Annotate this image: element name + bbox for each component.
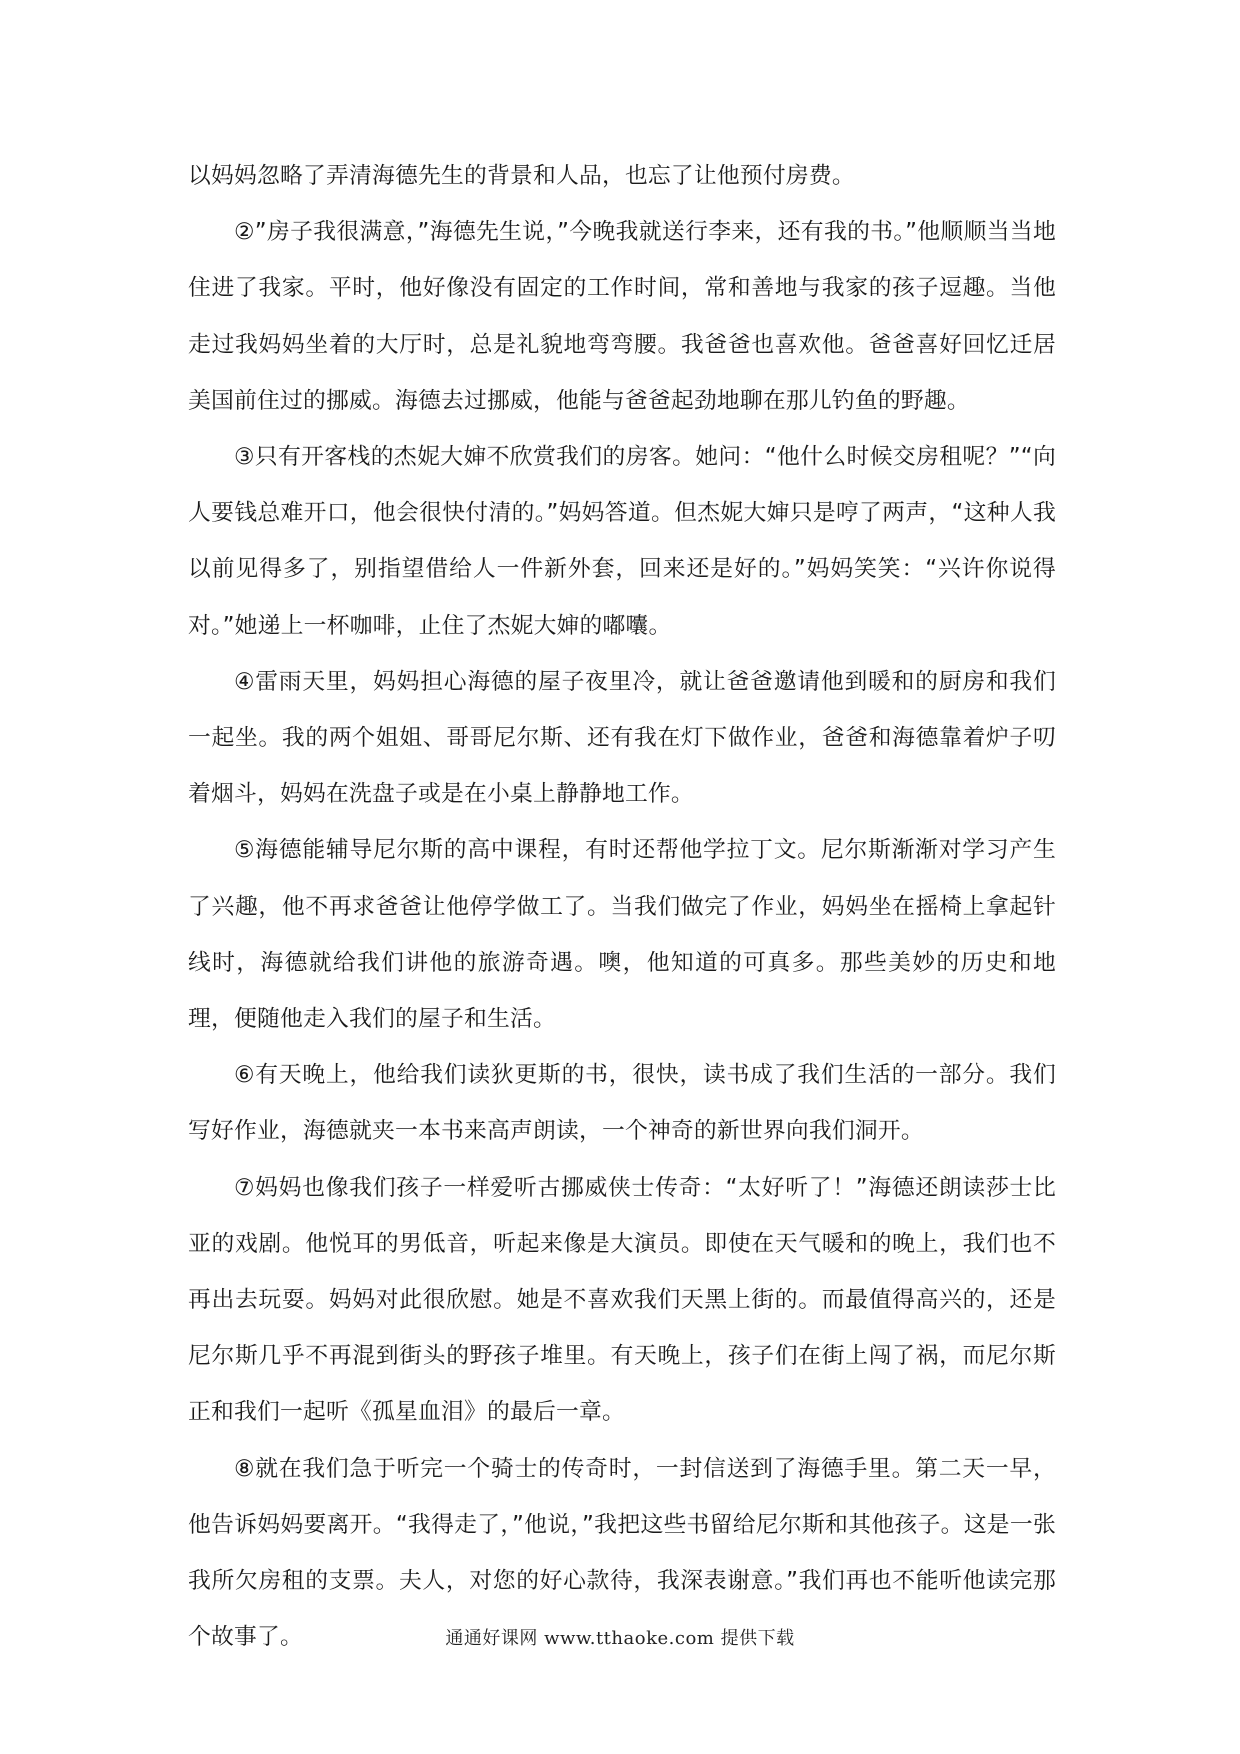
page-footer: 通通好课网 www.tthaoke.com 提供下载: [445, 1628, 795, 1649]
article-body: [188, 148, 1056, 1665]
paragraph-4: ④雷雨天里，妈妈担心海德的屋子夜里冷，就让爸爸邀请他到暖和的厨房和我们一起坐。我的两个姐姐、哥哥尼尔斯、还有我在灯下做作业，爸爸和海德靠着炉子叨着烟斗，妈妈在洗盘子或是在小桌上静静地工作。: [188, 668, 1056, 808]
paragraph-5: ⑤海德能辅导尼尔斯的高中课程，有时还帮他学拉丁文。尼尔斯渐渐对学习产生了兴趣，他不再求爸爸让他停学做工了。当我们做完了作业，妈妈坐在摇椅上拿起针线时，海德就给我们讲他的旅游奇遇。噢，他知道的可真多。那些美妙的历史和地理，便随他走入我们的屋子和生活。: [188, 837, 1056, 1033]
paragraph-6: ⑥有天晚上，他给我们读狄更斯的书，很快，读书成了我们生活的一部分。我们写好作业，海德就夹一本书来高声朗读，一个神奇的新世界向我们洞开。: [188, 1062, 1056, 1145]
paragraph-3: ③只有开客栈的杰妮大婶不欣赏我们的房客。她问：“他什么时候交房租呢？”“向人要钱总难开口，他会很快付清的。”妈妈答道。但杰妮大婶只是哼了两声，“这种人我以前见得多了，别指望借给人一件新外套，回来还是好的。”妈妈笑笑：“兴许你说得对。”她递上一杯咖啡，止住了杰妮大婶的嘟囔。: [188, 444, 1056, 639]
paragraph-2: ②”房子我很满意，”海德先生说，”今晚我就送行李来，还有我的书。”他顺顺当当地住进了我家。平时，他好像没有固定的工作时间，常和善地与我家的孩子逗趣。当他走过我妈妈坐着的大厅时，总是礼貌地弯弯腰。我爸爸也喜欢他。爸爸喜好回忆迁居美国前住过的挪威。海德去过挪威，他能与爸爸起劲地聊在那儿钓鱼的野趣。: [188, 219, 1056, 414]
paragraph-continuation: 以妈妈忽略了弄清海德先生的背景和人品，也忘了让他预付房费。: [188, 163, 855, 189]
paragraph-7: ⑦妈妈也像我们孩子一样爱听古挪威侠士传奇：“太好听了！”海德还朗读莎士比亚的戏剧。他悦耳的男低音，听起来像是大演员。即使在天气暖和的晚上，我们也不再出去玩耍。妈妈对此很欣慰。她是不喜欢我们天黑上街的。而最值得高兴的，还是尼尔斯几乎不再混到街头的野孩子堆里。有天晚上，孩子们在街上闯了祸，而尼尔斯正和我们一起听《孤星血泪》的最后一章。: [188, 1174, 1056, 1426]
paragraph-8: ⑧就在我们急于听完一个骑士的传奇时，一封信送到了海德手里。第二天一早，他告诉妈妈要离开。“我得走了，”他说，”我把这些书留给尼尔斯和其他孩子。这是一张我所欠房租的支票。夫人，对您的好心款待，我深表谢意。”我们再也不能听他读完那个故事了。: [188, 1455, 1056, 1651]
